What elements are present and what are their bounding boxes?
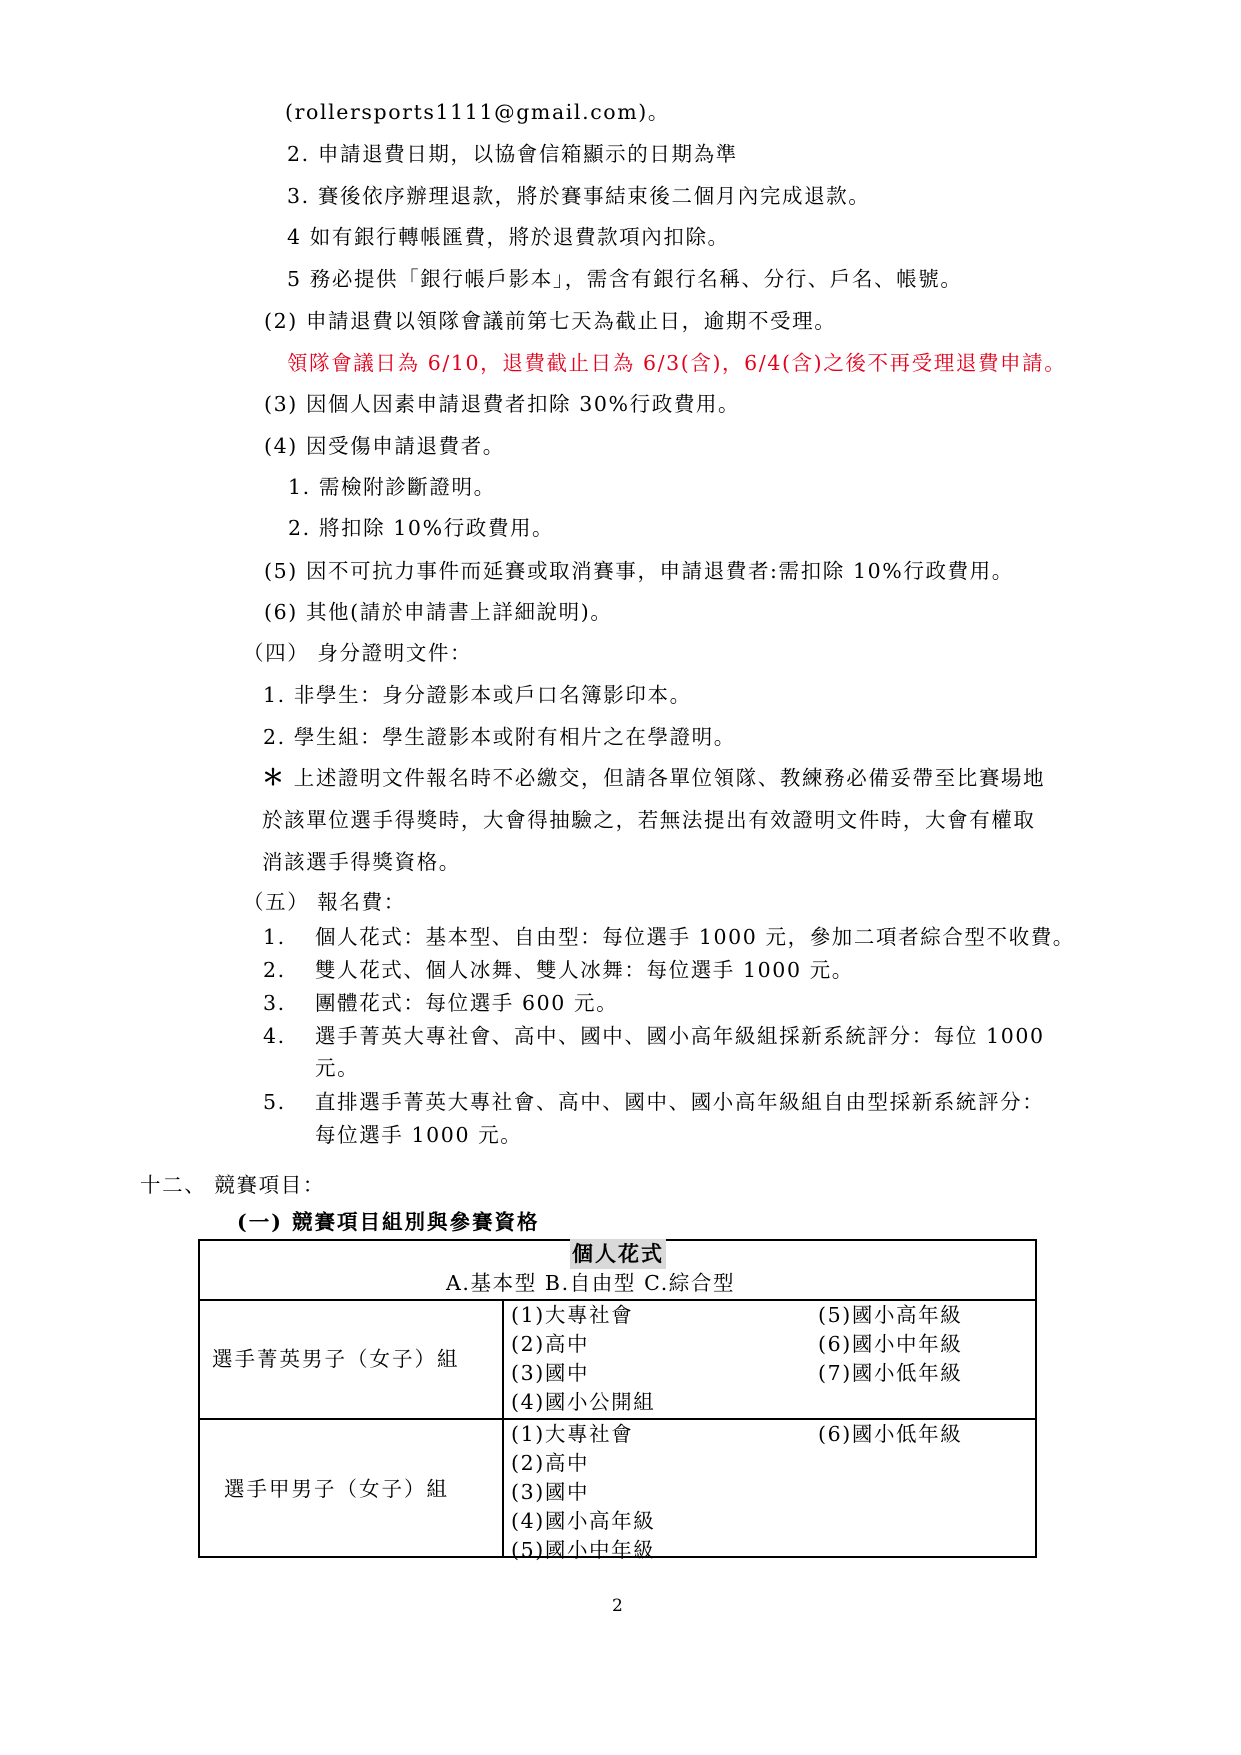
refund-email-line: (rollersports1111@gmail.com)。 (285, 100, 670, 124)
group-label: 選手菁英男子（女子）組 (212, 1347, 460, 1371)
fee-item-text: 個人花式：基本型、自由型：每位選手 1000 元，參加二項者綜合型不收費。 (315, 925, 1075, 949)
fees-heading: （五） 報名費： (243, 890, 406, 914)
fee-item-text: 選手菁英大專社會、高中、國中、國小高年級組採新系統評分：每位 1000 (315, 1024, 1045, 1048)
division-item: (6)國小中年級 (818, 1332, 963, 1356)
refund-item-4: 4 如有銀行轉帳匯費，將於退費款項內扣除。 (287, 225, 730, 249)
division-item: (2)高中 (511, 1332, 590, 1356)
fee-item-text: 直排選手菁英大專社會、高中、國中、國小高年級組自由型採新系統評分： (315, 1090, 1045, 1114)
fee-item-number: 3. (263, 991, 286, 1015)
division-item: (5)國小中年級 (511, 1538, 656, 1562)
fee-item-number: 2. (263, 958, 286, 982)
table-column-divider (502, 1299, 504, 1558)
refund-rule-3: (3) 因個人因素申請退費者扣除 30%行政費用。 (264, 392, 741, 416)
group-divisions-left (511, 1301, 655, 1417)
division-item: (6)國小低年級 (818, 1422, 963, 1446)
refund-item-5: 5 務必提供「銀行帳戶影本」，需含有銀行名稱、分行、戶名、帳號。 (287, 267, 963, 291)
division-item: (4)國小公開組 (511, 1390, 656, 1414)
section-12-heading: 十二、 競賽項目： (140, 1173, 325, 1197)
division-item: (4)國小高年級 (511, 1509, 656, 1533)
asterisk-icon: ＊ (262, 766, 286, 791)
fee-item-number: 5. (263, 1090, 286, 1114)
refund-rule-4: (4) 因受傷申請退費者。 (264, 434, 505, 458)
section-12-subheading: (一) 競賽項目組別與參賽資格 (237, 1210, 540, 1234)
fee-item-text: 團體花式：每位選手 600 元。 (315, 991, 619, 1015)
id-docs-note-line-3: 消該選手得獎資格。 (262, 850, 461, 874)
fee-item-text: 每位選手 1000 元。 (315, 1123, 523, 1147)
group-label: 選手甲男子（女子）組 (224, 1477, 449, 1501)
group-divisions-right (818, 1301, 962, 1388)
refund-deadline-notice: 領隊會議日為 6/10，退費截止日為 6/3(含)，6/4(含)之後不再受理退費申請。 (287, 351, 1067, 375)
division-item: (1)大專社會 (511, 1303, 634, 1327)
division-item: (2)高中 (511, 1451, 590, 1475)
table-title: 個人花式 (570, 1239, 666, 1269)
refund-rule-5: (5) 因不可抗力事件而延賽或取消賽事，申請退費者:需扣除 10%行政費用。 (264, 559, 1014, 583)
division-item: (5)國小高年級 (818, 1303, 963, 1327)
id-docs-note-line-1 (262, 763, 1045, 794)
refund-rule-6: (6) 其他(請於申請書上詳細說明)。 (264, 600, 613, 624)
division-item: (3)國中 (511, 1480, 590, 1504)
refund-rule-2: (2) 申請退費以領隊會議前第七天為截止日，逾期不受理。 (264, 309, 837, 333)
fee-item-number: 4. (263, 1024, 286, 1048)
id-docs-heading: （四） 身分證明文件： (243, 641, 473, 665)
id-docs-item-2: 2. 學生組：學生證影本或附有相片之在學證明。 (263, 725, 736, 749)
group-divisions-left (511, 1420, 655, 1565)
division-item: (7)國小低年級 (818, 1361, 963, 1385)
refund-rule-4-1: 1. 需檢附診斷證明。 (288, 475, 496, 499)
table-subtitle: A.基本型 B.自由型 C.綜合型 (446, 1271, 736, 1295)
fee-item-text: 雙人花式、個人冰舞、雙人冰舞：每位選手 1000 元。 (315, 958, 854, 982)
division-item: (1)大專社會 (511, 1422, 634, 1446)
id-docs-note-text-1: 上述證明文件報名時不必繳交，但請各單位領隊、教練務必備妥帶至比賽場地 (293, 766, 1046, 790)
id-docs-item-1: 1. 非學生：身分證影本或戶口名簿影印本。 (263, 683, 692, 707)
refund-item-3: 3. 賽後依序辦理退款，將於賽事結束後二個月內完成退款。 (287, 184, 871, 208)
division-item: (3)國中 (511, 1361, 590, 1385)
refund-item-2: 2. 申請退費日期，以協會信箱顯示的日期為準 (287, 142, 738, 166)
page-number: 2 (612, 1596, 623, 1616)
fee-item-number: 1. (263, 925, 286, 949)
fee-item-text: 元。 (315, 1056, 360, 1080)
id-docs-note-line-2: 於該單位選手得獎時，大會得抽驗之，若無法提出有效證明文件時，大會有權取 (262, 808, 1036, 832)
refund-rule-4-2: 2. 將扣除 10%行政費用。 (288, 516, 555, 540)
group-divisions-right (818, 1420, 962, 1449)
